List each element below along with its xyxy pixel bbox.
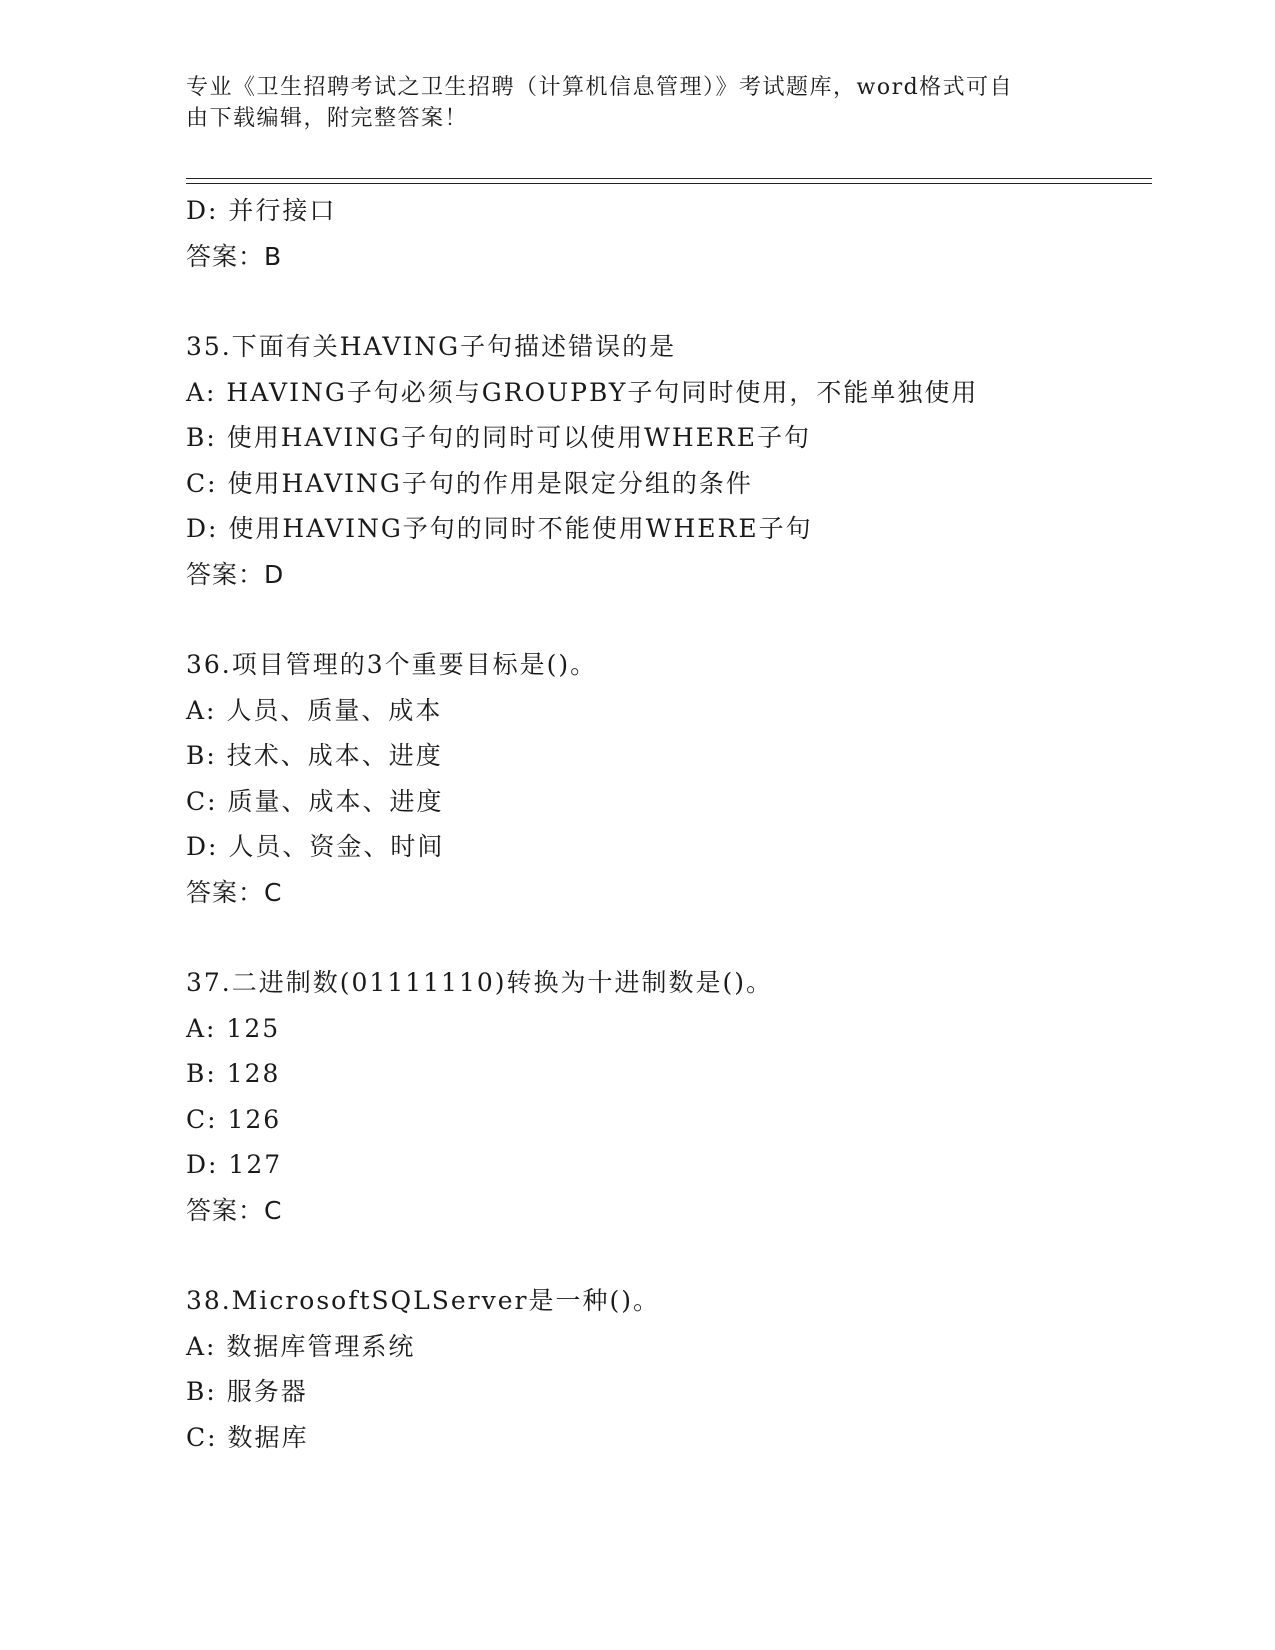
- answer-line: 答案：B: [186, 241, 283, 271]
- question-text: 35.下面有关HAVING子句描述错误的是: [186, 332, 677, 361]
- question-item-34: [186, 188, 1146, 279]
- question-list: [186, 188, 1146, 1460]
- option-c: C: 数据库: [186, 1422, 309, 1452]
- option-d: D: 127: [186, 1150, 283, 1179]
- option-a: A: 125: [186, 1013, 281, 1043]
- question-item-35: [186, 324, 1146, 597]
- answer-line: 答案：D: [186, 559, 285, 589]
- question-item-36: [186, 642, 1146, 915]
- option-d: D: 并行接口: [186, 196, 337, 225]
- question-item-37: [186, 960, 1146, 1233]
- option-c: C: 使用HAVING子句的作用是限定分组的条件: [186, 468, 753, 498]
- option-a: A: HAVING子句必须与GROUPBY子句同时使用，不能单独使用: [186, 377, 979, 407]
- header-line-1: 专业《卫生招聘考试之卫生招聘（计算机信息管理）》考试题库，word格式可自: [186, 75, 1014, 100]
- header-rule-bottom: [186, 183, 1152, 184]
- header-rule-top: [186, 178, 1152, 179]
- option-c: C: 质量、成本、进度: [186, 786, 444, 816]
- answer-line: 答案：C: [186, 1195, 283, 1225]
- header-line-2: 由下载编辑，附完整答案！: [186, 106, 469, 131]
- option-a: A: 人员、质量、成本: [186, 695, 443, 725]
- question-text: 37.二进制数(01111110)转换为十进制数是()。: [186, 968, 774, 997]
- option-d: D: 人员、资金、时间: [186, 832, 445, 861]
- option-a: A: 数据库管理系统: [186, 1331, 416, 1361]
- option-b: B: 128: [186, 1059, 281, 1088]
- option-b: B: 使用HAVING子句的同时可以使用WHERE子句: [186, 423, 811, 452]
- option-b: B: 技术、成本、进度: [186, 741, 443, 770]
- question-text: 36.项目管理的3个重要目标是()。: [186, 650, 598, 679]
- option-b: B: 服务器: [186, 1377, 308, 1406]
- document-header: [186, 72, 1066, 134]
- question-item-38: [186, 1278, 1146, 1460]
- option-c: C: 126: [186, 1104, 282, 1134]
- answer-line: 答案：C: [186, 877, 283, 907]
- question-text: 38.MicrosoftSQLServer是一种()。: [186, 1286, 661, 1315]
- option-d: D: 使用HAVING予句的同时不能使用WHERE子句: [186, 514, 813, 543]
